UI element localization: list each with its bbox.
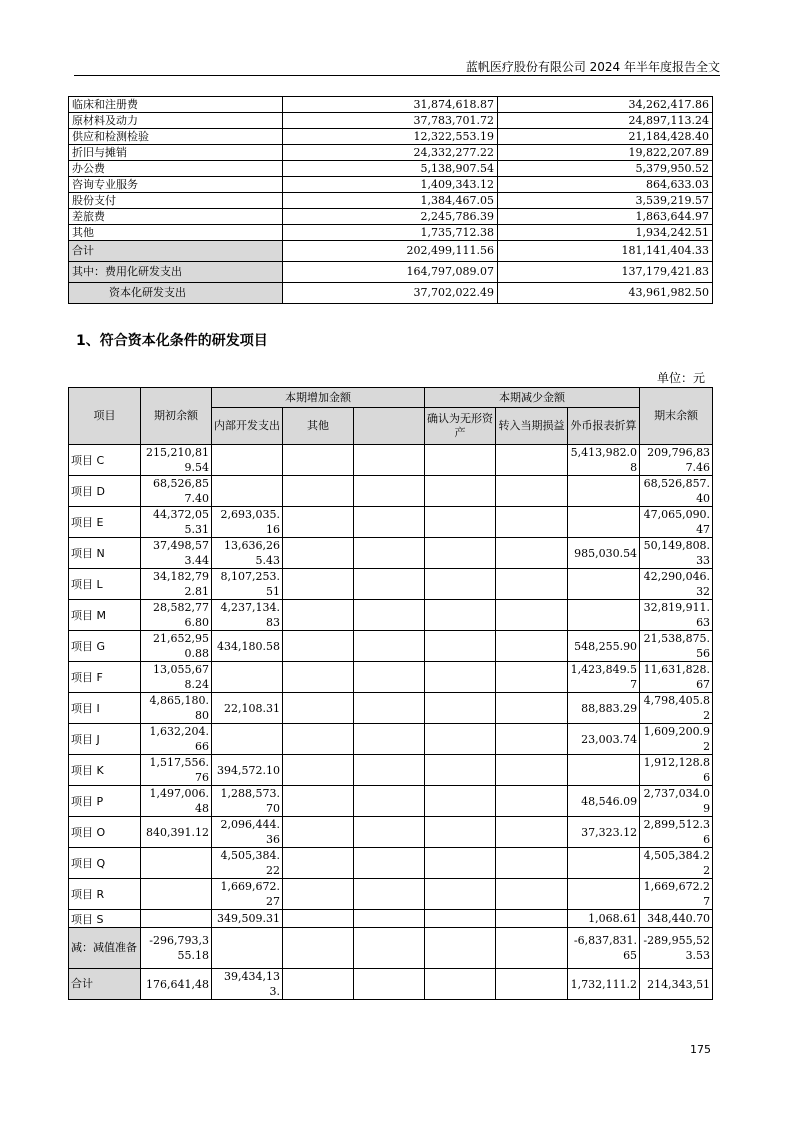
- value-cell: [212, 928, 283, 969]
- summary-label: 资本化研发支出: [69, 283, 283, 304]
- value-cell: [425, 910, 496, 928]
- project-label: 项目 C: [69, 445, 141, 476]
- prior-period-value: 19,822,207.89: [498, 145, 713, 161]
- table-row: [69, 476, 713, 507]
- value-cell: [283, 445, 354, 476]
- value-cell: [425, 848, 496, 879]
- value-cell: 1,669,672.27: [212, 879, 283, 910]
- value-cell: 48,546.09: [568, 786, 640, 817]
- value-cell: [425, 445, 496, 476]
- value-cell: [141, 910, 212, 928]
- expense-label: 差旅费: [69, 209, 283, 225]
- value-cell: [568, 600, 640, 631]
- unit-label: 单位：元: [656, 371, 705, 385]
- table-row: [69, 693, 713, 724]
- value-cell: [354, 476, 425, 507]
- value-cell: [496, 693, 568, 724]
- table-row: [69, 97, 713, 113]
- table-row: [69, 755, 713, 786]
- value-cell: 4,505,384.22: [212, 848, 283, 879]
- value-cell: [425, 879, 496, 910]
- table-row: [69, 662, 713, 693]
- value-cell: [496, 928, 568, 969]
- value-cell: 1,669,672.27: [640, 879, 713, 910]
- table-row: [69, 879, 713, 910]
- value-cell: 44,372,055.31: [141, 507, 212, 538]
- value-cell: [212, 476, 283, 507]
- current-period-value: 37,783,701.72: [283, 113, 498, 129]
- value-cell: 13,055,678.24: [141, 662, 212, 693]
- value-cell: 1,423,849.57: [568, 662, 640, 693]
- value-cell: [425, 693, 496, 724]
- header-closing-balance: 期末余额: [640, 388, 713, 445]
- value-cell: [354, 724, 425, 755]
- value-cell: [425, 631, 496, 662]
- project-label: 项目 P: [69, 786, 141, 817]
- value-cell: 4,865,180.80: [141, 693, 212, 724]
- value-cell: 68,526,857.40: [640, 476, 713, 507]
- value-cell: 23,003.74: [568, 724, 640, 755]
- project-label: 合计: [69, 969, 141, 1000]
- prior-period-value: 43,961,982.50: [498, 283, 713, 304]
- value-cell: 34,182,792.81: [141, 569, 212, 600]
- value-cell: [354, 631, 425, 662]
- value-cell: [283, 724, 354, 755]
- value-cell: 68,526,857.40: [141, 476, 212, 507]
- value-cell: 28,582,776.80: [141, 600, 212, 631]
- value-cell: [354, 693, 425, 724]
- project-label: 减：减值准备: [69, 928, 141, 969]
- value-cell: [354, 600, 425, 631]
- value-cell: [354, 507, 425, 538]
- table-row: [69, 969, 713, 1000]
- value-cell: [496, 755, 568, 786]
- value-cell: [496, 631, 568, 662]
- header-other: 其他: [283, 408, 354, 445]
- value-cell: [283, 662, 354, 693]
- value-cell: 1,609,200.92: [640, 724, 713, 755]
- value-cell: 37,323.12: [568, 817, 640, 848]
- value-cell: [568, 848, 640, 879]
- value-cell: [141, 879, 212, 910]
- value-cell: [283, 910, 354, 928]
- value-cell: 50,149,808.33: [640, 538, 713, 569]
- table-row: [69, 786, 713, 817]
- value-cell: [354, 569, 425, 600]
- value-cell: [496, 569, 568, 600]
- value-cell: 1,068.61: [568, 910, 640, 928]
- value-cell: [425, 569, 496, 600]
- value-cell: 21,538,875.56: [640, 631, 713, 662]
- section-title: 1、符合资本化条件的研发项目: [76, 333, 268, 349]
- table-row: [69, 113, 713, 129]
- value-cell: 214,343,51: [640, 969, 713, 1000]
- value-cell: [496, 817, 568, 848]
- value-cell: 1,912,128.86: [640, 755, 713, 786]
- table-row: [69, 225, 713, 241]
- value-cell: [283, 928, 354, 969]
- value-cell: [496, 910, 568, 928]
- current-period-value: 164,797,089.07: [283, 262, 498, 283]
- value-cell: [496, 600, 568, 631]
- prior-period-value: 3,539,219.57: [498, 193, 713, 209]
- value-cell: 1,517,556.76: [141, 755, 212, 786]
- value-cell: [425, 724, 496, 755]
- value-cell: 394,572.10: [212, 755, 283, 786]
- value-cell: [496, 848, 568, 879]
- expense-label: 折旧与摊销: [69, 145, 283, 161]
- value-cell: 4,237,134.83: [212, 600, 283, 631]
- project-label: 项目 F: [69, 662, 141, 693]
- value-cell: [283, 879, 354, 910]
- value-cell: 1,288,573.70: [212, 786, 283, 817]
- expense-label: 办公费: [69, 161, 283, 177]
- value-cell: [283, 600, 354, 631]
- project-label: 项目 I: [69, 693, 141, 724]
- value-cell: [496, 662, 568, 693]
- expense-label: 供应和检测检验: [69, 129, 283, 145]
- table-row: [69, 445, 713, 476]
- value-cell: [425, 817, 496, 848]
- header-increase-group: 本期增加金额: [212, 388, 425, 408]
- project-label: 项目 S: [69, 910, 141, 928]
- value-cell: [354, 969, 425, 1000]
- current-period-value: 1,409,343.12: [283, 177, 498, 193]
- summary-row: [69, 241, 713, 262]
- table-row: [69, 177, 713, 193]
- value-cell: 348,440.70: [640, 910, 713, 928]
- value-cell: [354, 928, 425, 969]
- page-number: 175: [690, 1043, 711, 1056]
- project-label: 项目 K: [69, 755, 141, 786]
- value-cell: 37,498,573.44: [141, 538, 212, 569]
- table-row: [69, 600, 713, 631]
- value-cell: 176,641,48: [141, 969, 212, 1000]
- value-cell: 209,796,837.46: [640, 445, 713, 476]
- expense-label: 股份支付: [69, 193, 283, 209]
- project-label: 项目 R: [69, 879, 141, 910]
- project-label: 项目 Q: [69, 848, 141, 879]
- value-cell: [425, 928, 496, 969]
- document-header: 蓝帆医疗股份有限公司 2024 年半年度报告全文: [465, 60, 720, 74]
- summary-label: 其中：费用化研发支出: [69, 262, 283, 283]
- current-period-value: 31,874,618.87: [283, 97, 498, 113]
- table-row: [69, 161, 713, 177]
- current-period-value: 1,384,467.05: [283, 193, 498, 209]
- rd-expense-table: [68, 96, 713, 304]
- value-cell: [212, 445, 283, 476]
- value-cell: 21,652,950.88: [141, 631, 212, 662]
- value-cell: [496, 476, 568, 507]
- value-cell: 2,693,035.16: [212, 507, 283, 538]
- expense-label: 咨询专业服务: [69, 177, 283, 193]
- value-cell: 1,632,204.66: [141, 724, 212, 755]
- current-period-value: 1,735,712.38: [283, 225, 498, 241]
- value-cell: 42,290,046.32: [640, 569, 713, 600]
- value-cell: 39,434,133.: [212, 969, 283, 1000]
- header-to-profit-loss: 转入当期损益: [496, 408, 568, 445]
- value-cell: [354, 786, 425, 817]
- summary-row: [69, 262, 713, 283]
- current-period-value: 24,332,277.22: [283, 145, 498, 161]
- value-cell: 32,819,911.63: [640, 600, 713, 631]
- value-cell: [496, 786, 568, 817]
- value-cell: [141, 848, 212, 879]
- value-cell: 13,636,265.43: [212, 538, 283, 569]
- value-cell: [568, 879, 640, 910]
- table-row: [69, 817, 713, 848]
- value-cell: [354, 445, 425, 476]
- current-period-value: 202,499,111.56: [283, 241, 498, 262]
- value-cell: [283, 693, 354, 724]
- value-cell: [425, 969, 496, 1000]
- value-cell: [496, 879, 568, 910]
- project-label: 项目 O: [69, 817, 141, 848]
- header-fx-translation: 外币报表折算: [568, 408, 640, 445]
- value-cell: 88,883.29: [568, 693, 640, 724]
- value-cell: 4,505,384.22: [640, 848, 713, 879]
- project-label: 项目 J: [69, 724, 141, 755]
- value-cell: 215,210,819.54: [141, 445, 212, 476]
- table-row: [69, 538, 713, 569]
- value-cell: [425, 600, 496, 631]
- value-cell: [212, 724, 283, 755]
- current-period-value: 2,245,786.39: [283, 209, 498, 225]
- value-cell: [425, 476, 496, 507]
- project-label: 项目 E: [69, 507, 141, 538]
- value-cell: [354, 755, 425, 786]
- table-row: [69, 507, 713, 538]
- table-row: [69, 209, 713, 225]
- value-cell: -6,837,831.65: [568, 928, 640, 969]
- value-cell: [354, 817, 425, 848]
- header-decrease-group: 本期减少金额: [425, 388, 640, 408]
- value-cell: [354, 879, 425, 910]
- value-cell: [496, 969, 568, 1000]
- table-row: [69, 631, 713, 662]
- value-cell: [354, 910, 425, 928]
- value-cell: [496, 724, 568, 755]
- value-cell: [568, 755, 640, 786]
- prior-period-value: 21,184,428.40: [498, 129, 713, 145]
- summary-row: [69, 283, 713, 304]
- header-internal-dev: 内部开发支出: [212, 408, 283, 445]
- header-divider: [74, 75, 720, 76]
- value-cell: 22,108.31: [212, 693, 283, 724]
- project-label: 项目 D: [69, 476, 141, 507]
- table-row: [69, 569, 713, 600]
- value-cell: 2,899,512.36: [640, 817, 713, 848]
- value-cell: [425, 755, 496, 786]
- project-label: 项目 M: [69, 600, 141, 631]
- value-cell: [425, 507, 496, 538]
- value-cell: [354, 662, 425, 693]
- value-cell: 548,255.90: [568, 631, 640, 662]
- value-cell: -296,793,355.18: [141, 928, 212, 969]
- prior-period-value: 1,863,644.97: [498, 209, 713, 225]
- current-period-value: 12,322,553.19: [283, 129, 498, 145]
- value-cell: [425, 662, 496, 693]
- table-row: [69, 145, 713, 161]
- value-cell: 2,737,034.09: [640, 786, 713, 817]
- table-row: [69, 848, 713, 879]
- value-cell: 2,096,444.36: [212, 817, 283, 848]
- value-cell: [283, 476, 354, 507]
- prior-period-value: 5,379,950.52: [498, 161, 713, 177]
- expense-label: 临床和注册费: [69, 97, 283, 113]
- current-period-value: 37,702,022.49: [283, 283, 498, 304]
- table-row: [69, 724, 713, 755]
- value-cell: 5,413,982.08: [568, 445, 640, 476]
- value-cell: [496, 538, 568, 569]
- value-cell: [283, 817, 354, 848]
- value-cell: [425, 538, 496, 569]
- value-cell: [283, 569, 354, 600]
- value-cell: 985,030.54: [568, 538, 640, 569]
- project-label: 项目 G: [69, 631, 141, 662]
- prior-period-value: 34,262,417.86: [498, 97, 713, 113]
- capitalized-rd-project-table: [68, 387, 713, 1000]
- value-cell: [212, 662, 283, 693]
- value-cell: 8,107,253.51: [212, 569, 283, 600]
- header-opening-balance: 期初余额: [141, 388, 212, 445]
- value-cell: [568, 569, 640, 600]
- header-blank: [354, 408, 425, 445]
- table-row: [69, 928, 713, 969]
- value-cell: [283, 538, 354, 569]
- table-row: [69, 910, 713, 928]
- value-cell: 349,509.31: [212, 910, 283, 928]
- value-cell: 11,631,828.67: [640, 662, 713, 693]
- value-cell: [283, 786, 354, 817]
- value-cell: 4,798,405.82: [640, 693, 713, 724]
- value-cell: [283, 507, 354, 538]
- prior-period-value: 137,179,421.83: [498, 262, 713, 283]
- value-cell: [354, 848, 425, 879]
- value-cell: 840,391.12: [141, 817, 212, 848]
- prior-period-value: 181,141,404.33: [498, 241, 713, 262]
- project-label: 项目 L: [69, 569, 141, 600]
- expense-label: 原材料及动力: [69, 113, 283, 129]
- value-cell: -289,955,523.53: [640, 928, 713, 969]
- value-cell: [496, 507, 568, 538]
- current-period-value: 5,138,907.54: [283, 161, 498, 177]
- value-cell: [283, 631, 354, 662]
- value-cell: 1,497,006.48: [141, 786, 212, 817]
- prior-period-value: 1,934,242.51: [498, 225, 713, 241]
- header-recognized-intangible: 确认为无形资产: [425, 408, 496, 445]
- value-cell: [354, 538, 425, 569]
- value-cell: 47,065,090.47: [640, 507, 713, 538]
- value-cell: [568, 507, 640, 538]
- value-cell: [283, 755, 354, 786]
- value-cell: 434,180.58: [212, 631, 283, 662]
- value-cell: [425, 786, 496, 817]
- value-cell: [496, 445, 568, 476]
- value-cell: [283, 848, 354, 879]
- table-row: [69, 129, 713, 145]
- summary-label: 合计: [69, 241, 283, 262]
- table-row: [69, 193, 713, 209]
- value-cell: [568, 476, 640, 507]
- header-item: 项目: [69, 388, 141, 445]
- prior-period-value: 864,633.03: [498, 177, 713, 193]
- project-label: 项目 N: [69, 538, 141, 569]
- prior-period-value: 24,897,113.24: [498, 113, 713, 129]
- value-cell: 1,732,111.2: [568, 969, 640, 1000]
- value-cell: [283, 969, 354, 1000]
- expense-label: 其他: [69, 225, 283, 241]
